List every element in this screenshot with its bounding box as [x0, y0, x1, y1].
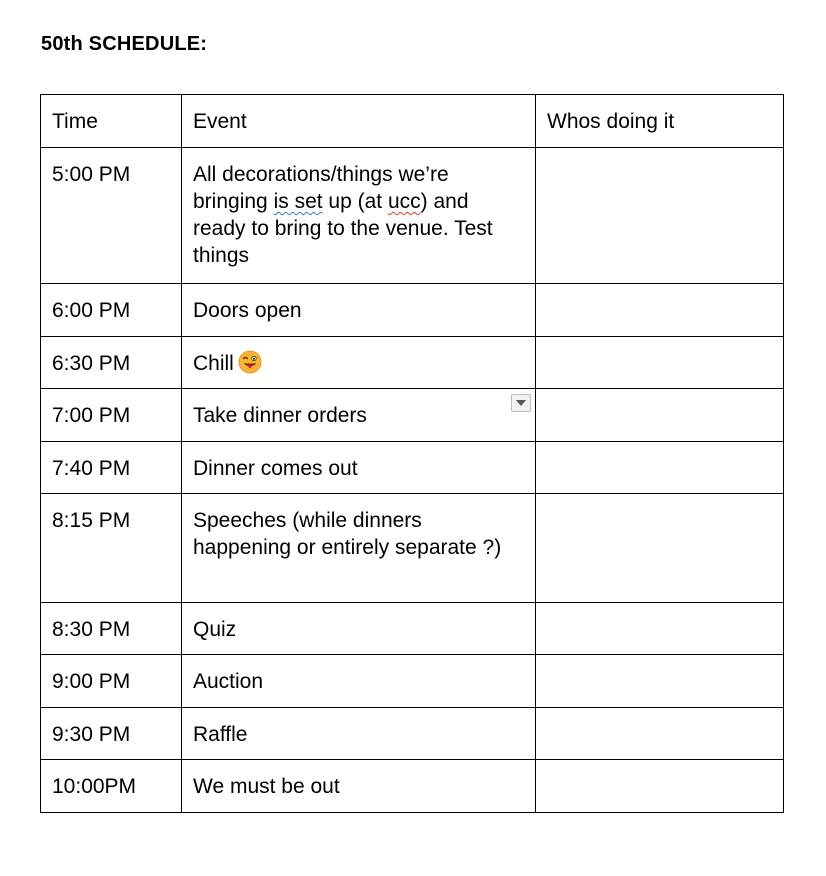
document-title: 50th SCHEDULE: [41, 33, 208, 55]
time-cell[interactable]: 7:40 PM [41, 442, 182, 494]
who-cell[interactable] [536, 708, 784, 760]
time-cell[interactable]: 7:00 PM [41, 389, 182, 442]
event-cell[interactable]: Dinner comes out [182, 442, 536, 494]
header-who[interactable]: Whos doing it [536, 95, 784, 148]
event-text: Chill [193, 352, 234, 375]
grammar-suggestion[interactable]: is set [273, 190, 323, 213]
spelling-error[interactable]: ucc [387, 190, 421, 213]
schedule-table [40, 94, 784, 813]
table-row [41, 337, 784, 389]
event-cell[interactable] [182, 389, 536, 442]
who-cell[interactable] [536, 284, 784, 337]
table-row [41, 708, 784, 760]
time-cell[interactable]: 9:00 PM [41, 655, 182, 708]
table-row [41, 284, 784, 337]
event-text: ) and ready to bring to the venue. Test things [193, 190, 493, 267]
event-cell[interactable] [182, 148, 536, 284]
cell-dropdown-button[interactable] [511, 394, 531, 412]
table-row [41, 389, 784, 442]
event-cell[interactable]: Quiz [182, 603, 536, 655]
event-cell[interactable]: Doors open [182, 284, 536, 337]
table-row [41, 494, 784, 603]
time-cell[interactable]: 6:00 PM [41, 284, 182, 337]
header-time[interactable]: Time [41, 95, 182, 148]
event-cell[interactable]: Raffle [182, 708, 536, 760]
who-cell[interactable] [536, 760, 784, 813]
chevron-down-icon [516, 400, 526, 406]
event-cell[interactable]: We must be out [182, 760, 536, 813]
who-cell[interactable] [536, 389, 784, 442]
time-cell[interactable]: 6:30 PM [41, 337, 182, 389]
time-cell[interactable]: 8:15 PM [41, 494, 182, 603]
table-row [41, 442, 784, 494]
event-text: All decorations/things we’re bringing [193, 163, 449, 213]
who-cell[interactable] [536, 337, 784, 389]
who-cell[interactable] [536, 442, 784, 494]
winking-face-with-tongue-icon [238, 350, 262, 374]
table-row [41, 655, 784, 708]
event-cell[interactable]: Speeches (while dinners happening or entirely separate ?) [182, 494, 536, 603]
time-cell[interactable]: 5:00 PM [41, 148, 182, 284]
event-text: Take dinner orders [193, 404, 367, 427]
event-cell[interactable] [182, 337, 536, 389]
event-text: up (at [322, 190, 388, 213]
who-cell[interactable] [536, 603, 784, 655]
event-cell[interactable]: Auction [182, 655, 536, 708]
header-event[interactable]: Event [182, 95, 536, 148]
time-cell[interactable]: 10:00PM [41, 760, 182, 813]
table-row [41, 760, 784, 813]
table-row [41, 603, 784, 655]
time-cell[interactable]: 9:30 PM [41, 708, 182, 760]
table-header-row [41, 95, 784, 148]
who-cell[interactable] [536, 148, 784, 284]
table-row [41, 148, 784, 284]
time-cell[interactable]: 8:30 PM [41, 603, 182, 655]
who-cell[interactable] [536, 655, 784, 708]
who-cell[interactable] [536, 494, 784, 603]
